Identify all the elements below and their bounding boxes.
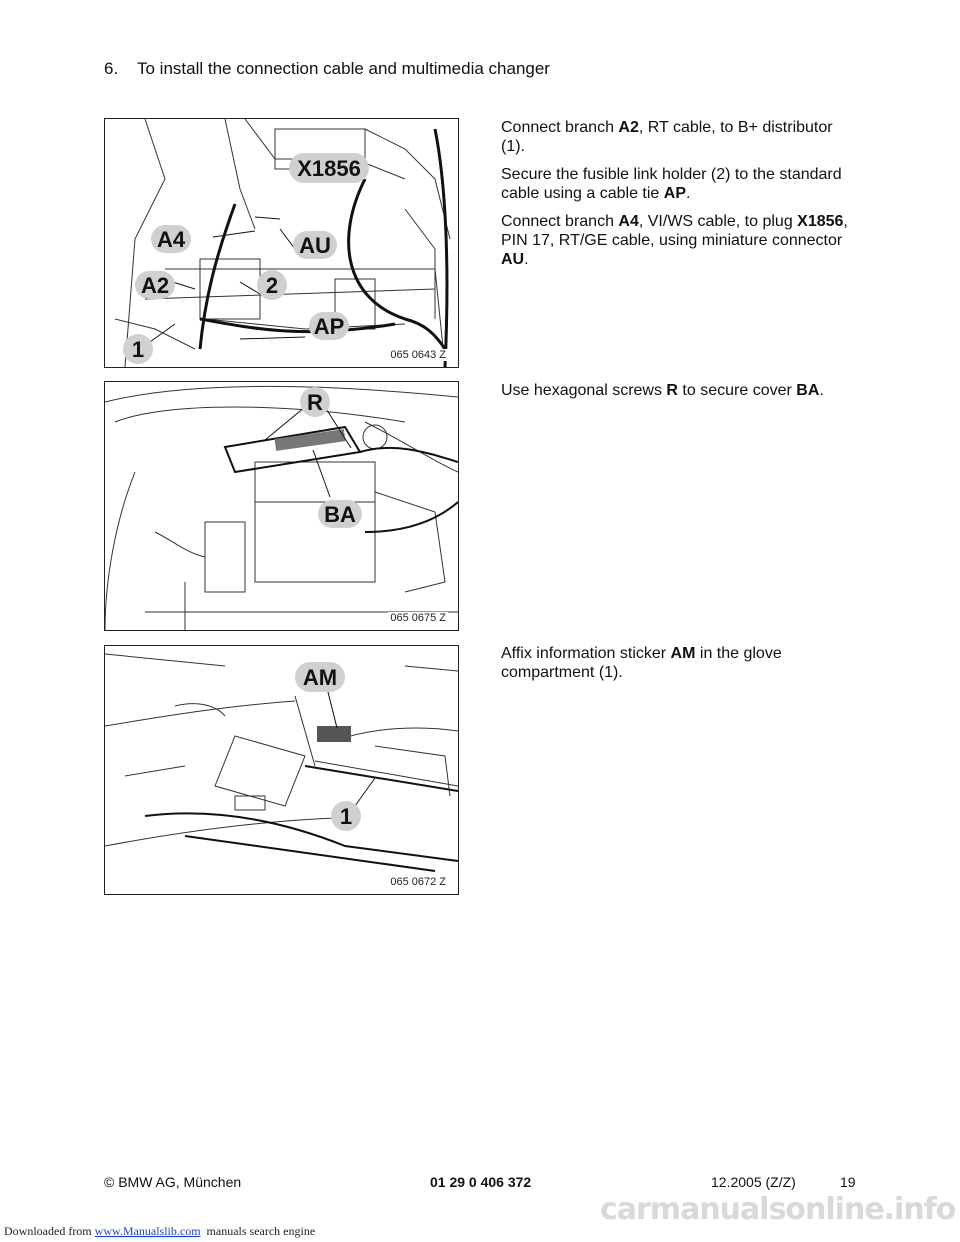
- section-number: 6.: [104, 59, 119, 78]
- callout-a4: A4: [156, 227, 186, 252]
- step-2-instructions: [501, 381, 861, 409]
- callout-ba: BA: [324, 502, 356, 527]
- carmanuals-watermark: carmanualsonline.info: [600, 1192, 956, 1227]
- figure-1-illustration: [105, 119, 458, 367]
- step-3-instructions: [501, 644, 861, 691]
- section-title: To install the connection cable and multimedia changer: [137, 59, 550, 78]
- callout-ap: AP: [313, 314, 345, 339]
- footer-document-number: 01 29 0 406 372: [430, 1174, 532, 1190]
- paragraph: Use hexagonal screws R to secure cover BA.: [501, 382, 824, 399]
- figure-cover-screws: [104, 381, 459, 631]
- callout-au: AU: [299, 233, 331, 258]
- figure-3-callouts: [295, 662, 375, 831]
- manualslib-link[interactable]: www.Manualslib.com: [94, 1224, 201, 1238]
- callout-r: R: [307, 390, 323, 415]
- paragraph: Connect branch A2, RT cable, to B+ distributor (1).: [501, 119, 833, 155]
- paragraph: Connect branch A4, VI/WS cable, to plug X1856, PIN 17, RT/GE cable, using miniature connector AU.: [501, 213, 848, 268]
- figure-2-illustration: [105, 382, 458, 630]
- download-watermark: Downloaded from www.Manualslib.com manuals search engine: [4, 1224, 316, 1238]
- footer-date: 12.2005 (Z/Z): [711, 1174, 796, 1190]
- figure-3-illustration: [105, 646, 458, 894]
- paragraph: Secure the fusible link holder (2) to the standard cable using a cable tie AP.: [501, 166, 842, 202]
- figure-glove-compartment: [104, 645, 459, 895]
- callout-am: AM: [302, 665, 338, 690]
- figure-code: 065 0675 Z: [390, 612, 446, 624]
- figure-code: 065 0672 Z: [390, 876, 446, 888]
- callout-1: 1: [339, 804, 353, 829]
- section-heading: [104, 59, 550, 79]
- figure-code: 065 0643 Z: [390, 349, 446, 361]
- footer-copyright: © BMW AG, München: [104, 1174, 242, 1190]
- step-1-instructions: [501, 118, 861, 278]
- callout-a2: A2: [140, 273, 170, 298]
- footer-page-number: 19: [840, 1174, 856, 1190]
- callout-1: 1: [131, 337, 145, 362]
- paragraph: Affix information sticker AM in the glove compartment (1).: [501, 645, 782, 681]
- figure-connection-cable: [104, 118, 459, 368]
- callout-x1856: X1856: [297, 156, 361, 181]
- callout-2: 2: [265, 273, 279, 298]
